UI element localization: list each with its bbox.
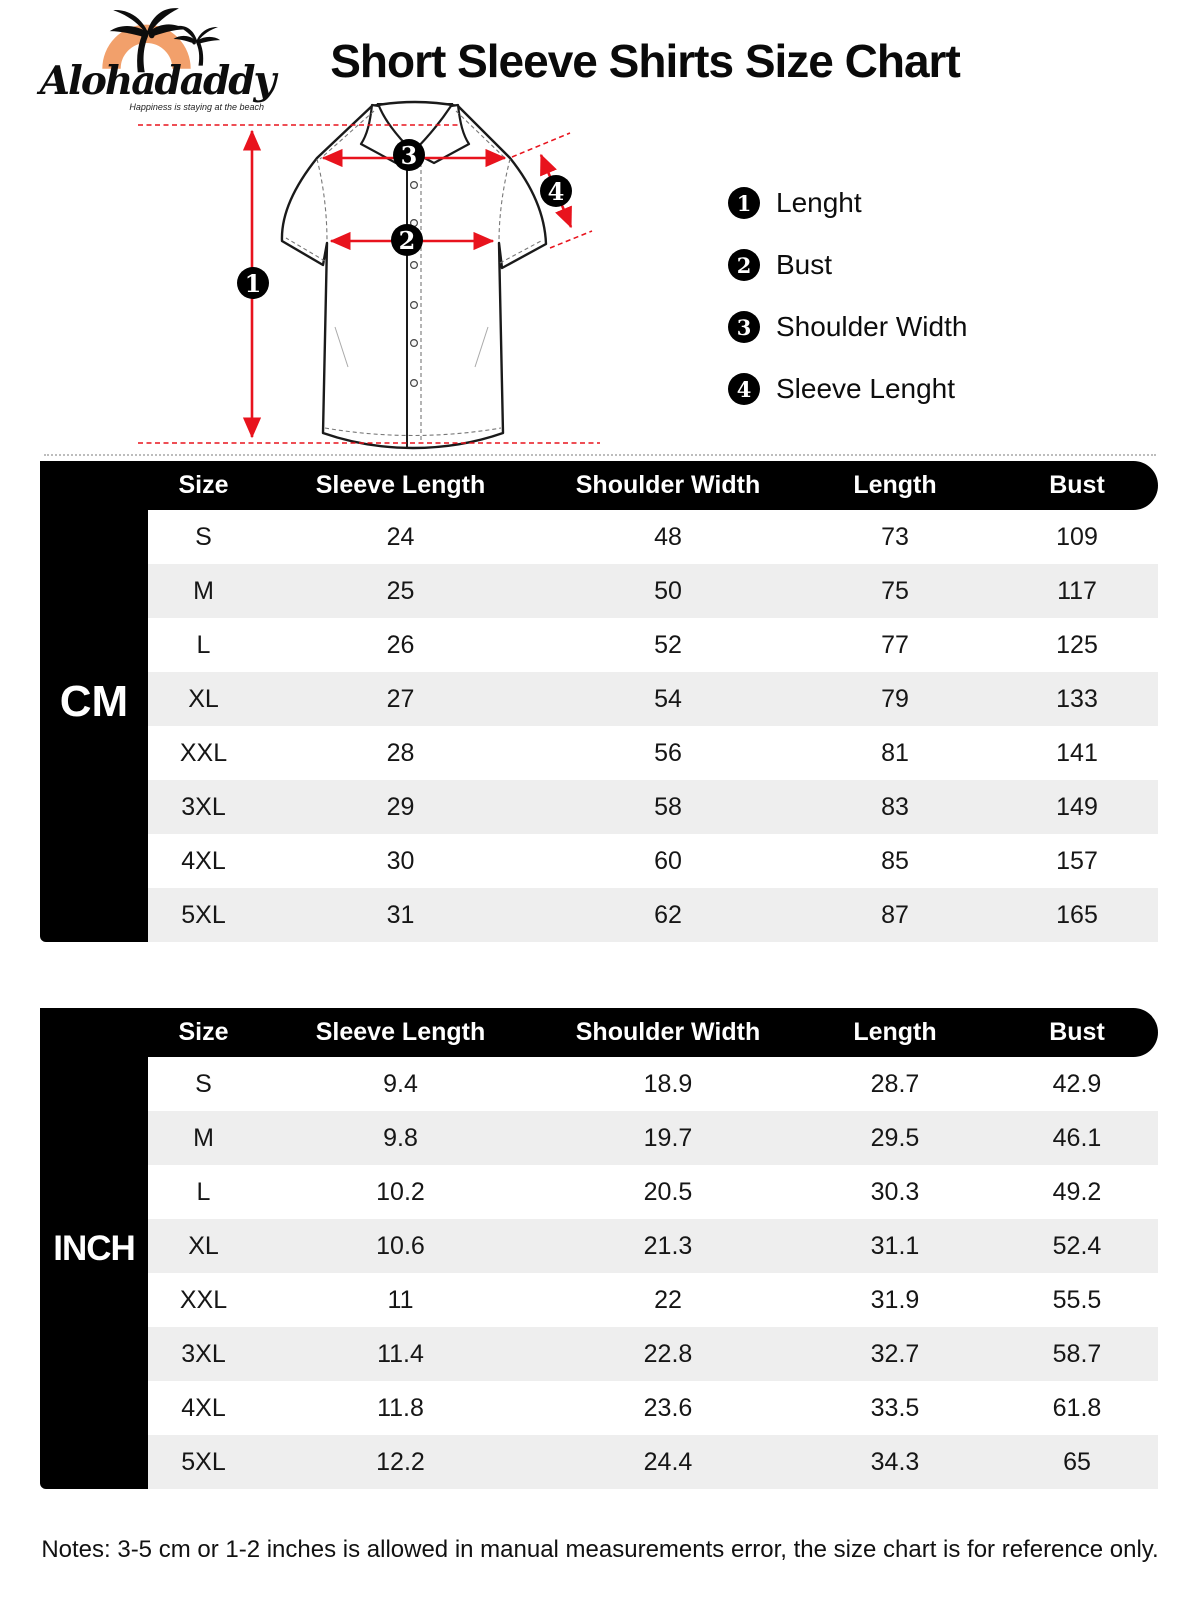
cell-sleeve-length: 11.4 [377, 1339, 424, 1368]
cm-table-header [40, 461, 1158, 510]
cell-length: 79 [881, 684, 909, 713]
cm-size-table [40, 461, 1158, 942]
cell-bust: 157 [1056, 846, 1098, 875]
cell-length: 31.1 [870, 1231, 920, 1260]
marker-2: 2 [398, 226, 416, 255]
cell-size: 5XL [181, 1447, 226, 1476]
cell-size: 4XL [181, 1393, 226, 1422]
cell-bust: 125 [1056, 630, 1098, 659]
cell-sleeve-length: 12.2 [376, 1447, 425, 1476]
legend-number-1-icon: 1 [728, 187, 760, 219]
inch-unit-label: INCH [40, 1008, 148, 1489]
marker-4: 4 [547, 177, 565, 206]
cell-size: XXL [179, 738, 228, 767]
legend-label: Lenght [776, 187, 862, 218]
col-header-bust: Bust [1049, 471, 1105, 499]
table-row [148, 1111, 1158, 1165]
shirt-measurement-diagram [120, 95, 620, 455]
cell-bust: 42.9 [1052, 1069, 1102, 1098]
table-row [148, 1273, 1158, 1327]
table-row [148, 672, 1158, 726]
table-row [148, 1219, 1158, 1273]
cell-length: 34.3 [870, 1447, 920, 1476]
table-row [148, 1327, 1158, 1381]
cell-shoulder-width: 22.8 [643, 1339, 693, 1368]
col-header-shoulder-width: Shoulder Width [575, 471, 761, 499]
cell-sleeve-length: 10.6 [376, 1231, 425, 1260]
legend-label: Sleeve Lenght [776, 373, 956, 404]
cell-size: 4XL [181, 846, 226, 875]
cell-size: S [195, 1069, 212, 1098]
cell-shoulder-width: 62 [654, 900, 682, 929]
cell-shoulder-width: 52 [654, 630, 682, 659]
cell-length: 32.7 [870, 1339, 920, 1368]
cell-size: XL [188, 684, 219, 713]
legend-number-2-icon: 2 [728, 249, 760, 281]
cell-bust: 165 [1056, 900, 1098, 929]
legend-number-3-icon: 3 [728, 311, 760, 343]
cell-sleeve-length: 11 [387, 1285, 414, 1314]
cell-sleeve-length: 10.2 [376, 1177, 425, 1206]
cell-length: 29.5 [870, 1123, 920, 1152]
legend-item-bust [728, 246, 967, 284]
col-header-size: Size [178, 1018, 229, 1046]
cell-size: S [195, 522, 212, 551]
legend-item-length [728, 184, 967, 222]
legend-item-shoulder-width [728, 308, 967, 346]
cell-shoulder-width: 48 [654, 522, 682, 551]
cell-length: 77 [881, 630, 909, 659]
marker-1: 1 [244, 269, 262, 298]
cell-shoulder-width: 56 [654, 738, 682, 767]
cell-sleeve-length: 29 [386, 792, 415, 821]
cell-shoulder-width: 19.7 [643, 1123, 693, 1152]
cell-shoulder-width: 54 [654, 684, 682, 713]
cell-size: L [196, 630, 211, 659]
cell-length: 83 [881, 792, 909, 821]
cell-sleeve-length: 24 [386, 522, 415, 551]
legend-item-sleeve-length [728, 370, 967, 408]
measurement-legend [728, 184, 967, 432]
cell-bust: 55.5 [1052, 1285, 1102, 1314]
cell-length: 73 [881, 522, 909, 551]
cell-bust: 61.8 [1052, 1393, 1102, 1422]
cell-length: 75 [881, 576, 909, 605]
cell-sleeve-length: 9.8 [383, 1123, 418, 1152]
inch-table-header [40, 1008, 1158, 1057]
cell-shoulder-width: 24.4 [643, 1447, 693, 1476]
inch-size-table [40, 1008, 1158, 1489]
marker-3: 3 [400, 141, 418, 170]
brand-name: Alohadaddy [39, 58, 275, 104]
legend-number-4-icon: 4 [728, 373, 760, 405]
cell-shoulder-width: 21.3 [643, 1231, 693, 1260]
cell-length: 81 [881, 738, 909, 767]
cell-shoulder-width: 58 [654, 792, 682, 821]
table-row [148, 1057, 1158, 1111]
inch-table-body [148, 1057, 1158, 1489]
cell-size: 5XL [181, 900, 226, 929]
cell-bust: 52.4 [1052, 1231, 1102, 1260]
col-header-bust: Bust [1049, 1018, 1105, 1046]
table-row [148, 1381, 1158, 1435]
cell-size: 3XL [181, 792, 226, 821]
table-row [148, 780, 1158, 834]
cell-length: 31.9 [870, 1285, 920, 1314]
cell-bust: 133 [1056, 684, 1098, 713]
table-row [148, 564, 1158, 618]
cell-sleeve-length: 30 [386, 846, 415, 875]
legend-label: Bust [776, 249, 833, 280]
table-row [148, 510, 1158, 564]
table-row [148, 1435, 1158, 1489]
cell-bust: 49.2 [1052, 1177, 1102, 1206]
col-header-sleeve-length: Sleeve Length [315, 1018, 486, 1046]
cell-bust: 117 [1057, 576, 1097, 605]
dashed-divider [44, 454, 1156, 456]
cell-length: 33.5 [870, 1393, 920, 1422]
cell-size: XXL [179, 1285, 228, 1314]
cell-size: L [196, 1177, 211, 1206]
cell-sleeve-length: 25 [386, 576, 415, 605]
cell-shoulder-width: 50 [654, 576, 682, 605]
cell-bust: 46.1 [1052, 1123, 1102, 1152]
cell-bust: 65 [1063, 1447, 1091, 1476]
col-header-length: Length [853, 1018, 937, 1046]
cell-sleeve-length: 31 [386, 900, 415, 929]
table-row [148, 1165, 1158, 1219]
cell-bust: 141 [1056, 738, 1098, 767]
page-title: Short Sleeve Shirts Size Chart [330, 35, 960, 87]
cell-sleeve-length: 26 [386, 630, 415, 659]
table-row [148, 726, 1158, 780]
cell-shoulder-width: 60 [654, 846, 682, 875]
cell-shoulder-width: 22 [654, 1285, 682, 1314]
cell-shoulder-width: 18.9 [643, 1069, 693, 1098]
cell-bust: 149 [1056, 792, 1098, 821]
table-row [148, 888, 1158, 942]
cell-sleeve-length: 9.4 [383, 1069, 418, 1098]
cell-size: XL [188, 1231, 219, 1260]
col-header-shoulder-width: Shoulder Width [575, 1018, 761, 1046]
cell-size: M [193, 1123, 214, 1152]
cell-sleeve-length: 27 [386, 684, 415, 713]
cell-shoulder-width: 23.6 [643, 1393, 693, 1422]
table-row [148, 834, 1158, 888]
cell-length: 87 [881, 900, 909, 929]
cell-sleeve-length: 28 [386, 738, 415, 767]
notes-text: Notes: 3-5 cm or 1-2 inches is allowed in manual measurements error, the size chart is for reference only. [41, 1536, 1159, 1563]
cm-unit-label: CM [40, 461, 148, 942]
cell-sleeve-length: 11.8 [377, 1393, 424, 1422]
col-header-length: Length [853, 471, 937, 499]
cell-size: 3XL [181, 1339, 226, 1368]
col-header-sleeve-length: Sleeve Length [315, 471, 486, 499]
cell-bust: 109 [1056, 522, 1098, 551]
cell-size: M [193, 576, 214, 605]
cell-length: 30.3 [870, 1177, 920, 1206]
cell-bust: 58.7 [1052, 1339, 1102, 1368]
cell-length: 85 [881, 846, 909, 875]
cell-length: 28.7 [870, 1069, 920, 1098]
table-row [148, 618, 1158, 672]
legend-label: Shoulder Width [776, 311, 968, 342]
brand-tagline: Happiness is staying at the beach [129, 102, 264, 112]
cm-table-body [148, 510, 1158, 942]
cell-shoulder-width: 20.5 [643, 1177, 693, 1206]
col-header-size: Size [178, 471, 229, 499]
